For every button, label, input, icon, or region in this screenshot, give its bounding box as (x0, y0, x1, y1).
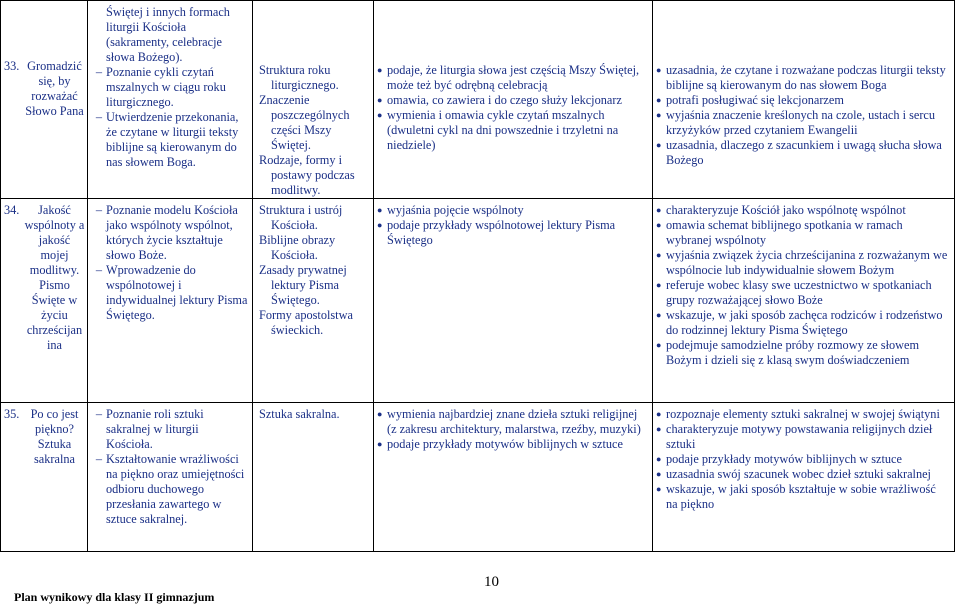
structure-cell (253, 1, 374, 199)
bullet-icon: ● (656, 409, 662, 419)
bullet-icon: ● (656, 110, 662, 120)
extended-item: ● omawia schemat biblijnego spotkania w ramach wybranej wspólnoty (656, 218, 903, 247)
content-cell (88, 403, 253, 552)
bullet-icon: ● (656, 469, 662, 479)
structure-item: Biblijne obrazy Kościoła. (259, 233, 336, 262)
table-row (1, 1, 955, 199)
structure-item: Struktura i ustrój Kościoła. (259, 203, 343, 232)
structure-item: Sztuka sakralna. (259, 407, 340, 421)
content-item: – Utwierdzenie przekonania, że czytane w liturgii teksty biblijne są kierowanym do nas słowem Boga. (95, 110, 239, 169)
bullet-icon: ● (656, 205, 662, 215)
bullet-icon: ● (377, 95, 383, 105)
page-number: 10 (484, 574, 499, 590)
bullet-icon: ● (377, 205, 383, 215)
content-item: – Poznanie modelu Kościoła jako wspólnoty wspólnot, których życie kształtuje słowo Boże. (95, 203, 238, 262)
extended-requirements-cell (653, 403, 955, 552)
extended-item: ● referuje wobec klasy swe uczestnictwo w spotkaniach grupy rozważającej słowo Boże (656, 278, 932, 307)
content-item: – Wprowadzenie do wspólnotowej i indywidualnej lektury Pisma Świętego. (95, 263, 248, 322)
bullet-icon: ● (656, 250, 662, 260)
topic-title: Jakość wspólnoty a jakość mojej modlitwy. Pismo Święte w życiu chrześcijan ina (24, 203, 85, 352)
structure-item: Struktura roku liturgicznego. (259, 63, 339, 92)
structure-item: Formy apostolstwa świeckich. (259, 308, 353, 337)
bullet-icon: ● (656, 340, 662, 350)
content-item: – Kształtowanie wrażliwości na piękno oraz umiejętności odbioru duchowego przesłania zawartego w sztuce sakralnej. (95, 452, 245, 526)
topic-cell (1, 199, 88, 403)
topic-title: Gromadzić się, by rozważać Słowo Pana (25, 59, 84, 118)
extended-item: ● charakteryzuje Kościół jako wspólnotę wspólnot (656, 203, 906, 217)
table-row (1, 403, 955, 552)
extended-item: ● wskazuje, w jaki sposób kształtuje w sobie wrażliwość na piękno (656, 482, 936, 511)
extended-item: ● charakteryzuje motywy powstawania religijnych dzieł sztuki (656, 422, 933, 451)
topic-number: 35. (4, 407, 20, 421)
topic-cell (1, 1, 88, 199)
document-footer-title: Plan wynikowy dla klasy II gimnazjum (14, 590, 215, 604)
content-item: – Poznanie roli sztuki sakralnej w liturgii Kościoła. (95, 407, 204, 451)
bullet-icon: ● (377, 220, 383, 230)
bullet-icon: ● (656, 310, 662, 320)
bullet-icon: ● (656, 140, 662, 150)
bullet-icon: ● (656, 95, 662, 105)
bullet-icon: ● (656, 424, 662, 434)
basic-item: ● podaje przykłady wspólnotowej lektury Pisma Świętego (377, 218, 616, 247)
extended-item: ● podaje przykłady motywów biblijnych w sztuce (656, 452, 902, 466)
content-lead: Świętej i innych formach liturgii Kościoła (sakramenty, celebracje słowa Bożego). (106, 5, 230, 64)
basic-item: ● wyjaśnia pojęcie wspólnoty (377, 203, 524, 217)
structure-item: Zasady prywatnej lektury Pisma Świętego. (259, 263, 347, 307)
topic-cell (1, 403, 88, 552)
bullet-icon: ● (656, 65, 662, 75)
extended-item: ● wskazuje, w jaki sposób zachęca rodziców i rodzeństwo do rodzinnej lektury Pisma Świętego (656, 308, 943, 337)
basic-item: ● podaje, że liturgia słowa jest częścią Mszy Świętej, może też być odrębną celebracją (377, 63, 640, 92)
extended-item: ● podejmuje samodzielne próby rozmowy ze słowem Bożym i dzieli się z klasą swym doświadczeniem (656, 338, 920, 367)
structure-cell (253, 403, 374, 552)
basic-requirements-cell (374, 403, 653, 552)
extended-requirements-cell (653, 1, 955, 199)
topic-number: 34. (4, 203, 20, 217)
bullet-icon: ● (656, 484, 662, 494)
topic-title: Po co jest piękno? Sztuka sakralna (30, 407, 79, 466)
extended-item: ● uzasadnia swój szacunek wobec dzieł sztuki sakralnej (656, 467, 931, 481)
basic-item: ● wymienia i omawia cykle czytań mszalnych (dwuletni cykl na dni powszednie i trzyletni na niedziele) (377, 108, 619, 152)
content-cell (88, 1, 253, 199)
bullet-icon: ● (377, 65, 383, 75)
structure-cell (253, 199, 374, 403)
basic-item: ● podaje przykłady motywów biblijnych w sztuce (377, 437, 623, 451)
bullet-icon: ● (656, 220, 662, 230)
basic-requirements-cell (374, 199, 653, 403)
extended-item: ● potrafi posługiwać się lekcjonarzem (656, 93, 844, 107)
bullet-icon: ● (377, 409, 383, 419)
extended-item: ● uzasadnia, dlaczego z szacunkiem i uwagą słucha słowa Bożego (656, 138, 942, 167)
extended-item: ● wyjaśnia związek życia chrześcijanina z rozważanym we wspólnocie lub indywidualnie słowem Bożym (656, 248, 948, 277)
basic-item: ● omawia, co zawiera i do czego służy lekcjonarz (377, 93, 622, 107)
bullet-icon: ● (377, 110, 383, 120)
extended-item: ● uzasadnia, że czytane i rozważane podczas liturgii teksty biblijne są kierowanym do nas słowem Boga (656, 63, 946, 92)
structure-item: Znaczenie poszczególnych części Mszy Świętej. (259, 93, 350, 152)
bullet-icon: ● (656, 280, 662, 290)
topic-number: 33. (4, 59, 20, 73)
basic-requirements-cell (374, 1, 653, 199)
content-cell (88, 199, 253, 403)
table-row (1, 199, 955, 403)
bullet-icon: ● (656, 454, 662, 464)
bullet-icon: ● (377, 439, 383, 449)
extended-item: ● wyjaśnia znaczenie kreślonych na czole, ustach i sercu krzyżyków przed czytaniem Ewangelii (656, 108, 936, 137)
structure-item: Rodzaje, formy i postawy podczas modlitwy. (259, 153, 355, 197)
content-item: – Poznanie cykli czytań mszalnych w ciągu roku liturgicznego. (95, 65, 226, 109)
extended-item: ● rozpoznaje elementy sztuki sakralnej w swojej świątyni (656, 407, 940, 421)
basic-item: ● wymienia najbardziej znane dzieła sztuki religijnej (z zakresu architektury, malarstwa, rzeźby, muzyki) (377, 407, 641, 436)
extended-requirements-cell (653, 199, 955, 403)
